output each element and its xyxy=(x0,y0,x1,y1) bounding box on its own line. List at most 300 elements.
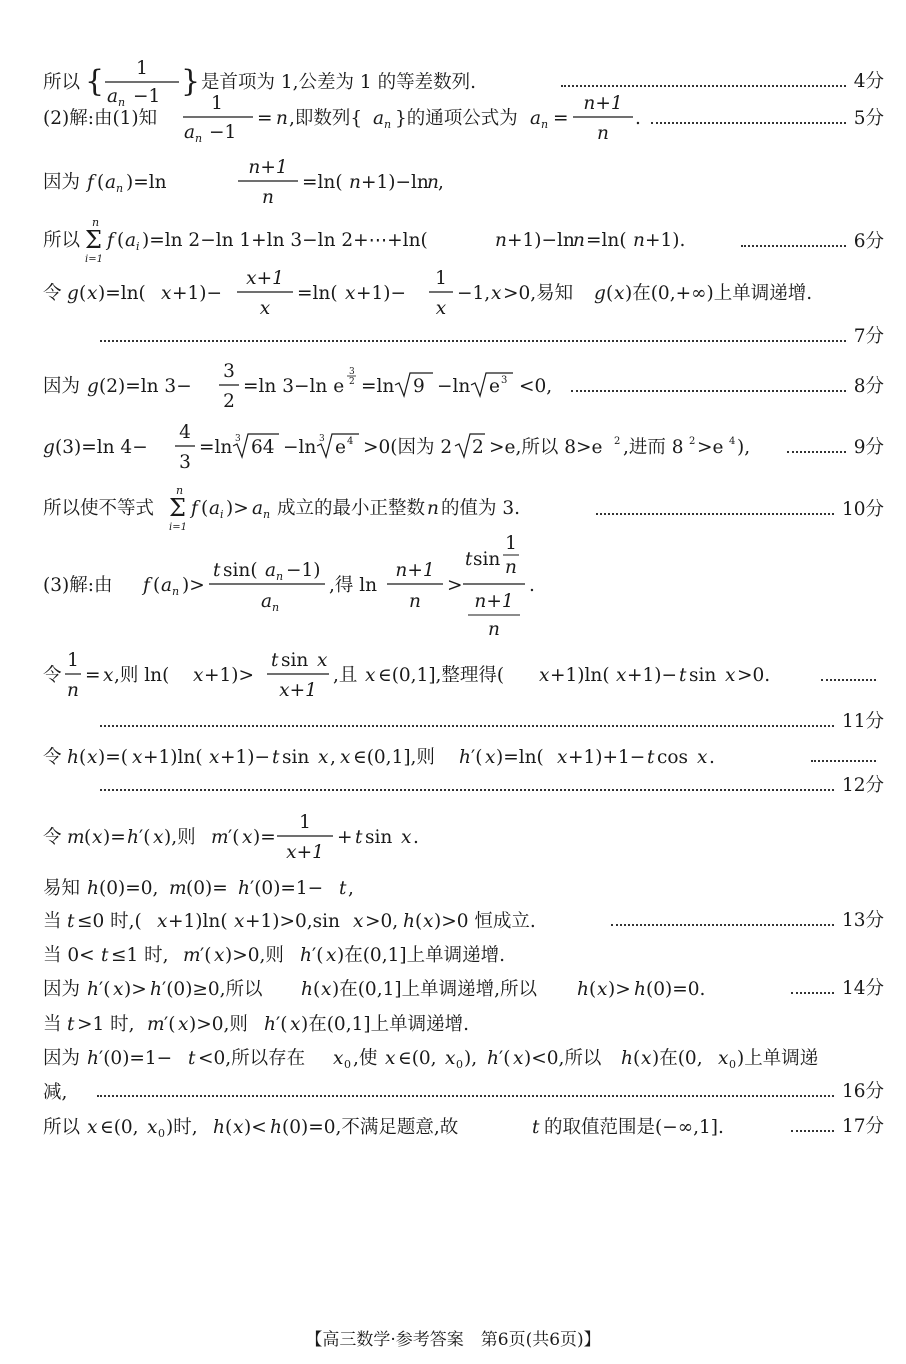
answer-line xyxy=(43,976,884,1002)
answer-line xyxy=(92,777,884,796)
svg-text:+1)>0,sin: +1)>0,sin xyxy=(245,911,340,932)
math-line xyxy=(43,744,803,770)
svg-text:因为: 因为 xyxy=(43,1048,81,1069)
svg-text:>0.: >0. xyxy=(737,665,771,686)
svg-text:′(: ′( xyxy=(139,827,151,848)
svg-text:=ln(: =ln( xyxy=(586,230,627,251)
svg-text:′(0)=1−: ′(0)=1− xyxy=(250,878,324,899)
svg-text:n: n xyxy=(384,118,392,131)
math-line xyxy=(43,359,563,415)
svg-text:+1)−ln: +1)−ln xyxy=(361,172,429,193)
svg-text:x: x xyxy=(718,1048,729,1069)
svg-text:x: x xyxy=(423,911,434,932)
svg-text:>: > xyxy=(447,575,463,596)
svg-text:,得 ln: ,得 ln xyxy=(329,575,378,596)
svg-text:g: g xyxy=(43,437,55,458)
svg-text:2: 2 xyxy=(689,436,696,447)
score-label: 13分 xyxy=(841,909,884,931)
svg-text:′(: ′( xyxy=(471,747,483,768)
svg-text:0: 0 xyxy=(456,1058,463,1071)
svg-text:)>: )> xyxy=(608,979,631,1000)
formula-content xyxy=(43,908,603,934)
svg-text:h: h xyxy=(87,1048,99,1069)
svg-text:′(: ′( xyxy=(164,1014,176,1035)
formula-content xyxy=(43,91,643,147)
svg-text:)=ln: )=ln xyxy=(126,172,167,193)
svg-text:是首项为 1,公差为 1 的等差数列.: 是首项为 1,公差为 1 的等差数列. xyxy=(201,72,476,93)
svg-text:a: a xyxy=(161,575,173,596)
svg-text:)时,: )时, xyxy=(166,1117,198,1138)
svg-text:=ln: =ln xyxy=(199,437,233,458)
svg-text:x: x xyxy=(234,911,245,932)
svg-text:易知: 易知 xyxy=(43,878,81,899)
svg-text:所以: 所以 xyxy=(43,72,81,93)
svg-text:>e,所以 8>e: >e,所以 8>e xyxy=(489,437,603,458)
formula-content xyxy=(43,1114,783,1140)
svg-text:0: 0 xyxy=(729,1058,736,1071)
leader-dots xyxy=(651,122,846,124)
svg-text:n: n xyxy=(67,680,79,701)
formula-content xyxy=(43,810,513,866)
math-line xyxy=(43,91,643,147)
formula-content xyxy=(43,976,783,1002)
answer-line xyxy=(43,1011,884,1037)
svg-text:h: h xyxy=(403,911,415,932)
svg-text:.: . xyxy=(413,827,419,848)
svg-text:x: x xyxy=(317,650,328,671)
svg-text:sin(: sin( xyxy=(223,560,258,581)
svg-text:+1)ln(: +1)ln( xyxy=(168,911,228,932)
svg-text:=ln(: =ln( xyxy=(297,283,338,304)
svg-text:x: x xyxy=(209,747,220,768)
formula-content xyxy=(43,942,603,968)
score-label: 10分 xyxy=(841,498,884,520)
svg-text:e: e xyxy=(335,437,346,458)
svg-text:<0,: <0, xyxy=(519,376,553,397)
svg-text:n: n xyxy=(276,570,284,583)
svg-text:)在(0,: )在(0, xyxy=(652,1048,703,1069)
svg-text:−1,: −1, xyxy=(457,283,491,304)
svg-text:),则: ),则 xyxy=(164,827,196,848)
svg-text:x: x xyxy=(193,665,204,686)
svg-text:x: x xyxy=(242,827,253,848)
svg-text:x: x xyxy=(147,1117,158,1138)
svg-text:),: ), xyxy=(464,1048,478,1069)
svg-text:,: , xyxy=(438,172,444,193)
math-line xyxy=(43,976,783,1002)
svg-text:(: ( xyxy=(589,979,597,1000)
svg-text:x: x xyxy=(326,945,337,966)
svg-text:t: t xyxy=(67,1014,75,1035)
svg-text:i=1: i=1 xyxy=(169,522,187,533)
svg-text:所以: 所以 xyxy=(43,230,81,251)
svg-text:x: x xyxy=(161,283,172,304)
svg-text:x: x xyxy=(539,665,550,686)
svg-text:a: a xyxy=(125,230,137,251)
math-line xyxy=(43,1011,573,1037)
svg-text:m: m xyxy=(169,878,187,899)
svg-text:因为: 因为 xyxy=(43,376,81,397)
svg-text:(: ( xyxy=(117,230,125,251)
formula-content xyxy=(43,218,733,266)
svg-text:,使: ,使 xyxy=(353,1048,378,1069)
math-line xyxy=(43,535,543,639)
svg-text:,进而 8: ,进而 8 xyxy=(623,437,684,458)
formula-content xyxy=(43,535,543,639)
svg-text:h: h xyxy=(621,1048,633,1069)
score-label: 14分 xyxy=(841,977,884,999)
svg-text:)>: )> xyxy=(226,498,249,519)
svg-text:a: a xyxy=(209,498,221,519)
svg-text:3: 3 xyxy=(349,367,355,377)
svg-text:+1)ln(: +1)ln( xyxy=(143,747,203,768)
svg-text:x: x xyxy=(345,283,356,304)
svg-text:h: h xyxy=(577,979,589,1000)
svg-text:=ln(: =ln( xyxy=(302,172,343,193)
svg-text:f: f xyxy=(107,230,114,251)
svg-text:x: x xyxy=(616,665,627,686)
svg-text:−1: −1 xyxy=(133,86,161,107)
svg-text:4: 4 xyxy=(179,422,191,443)
svg-text:2: 2 xyxy=(472,437,484,458)
score-label: 7分 xyxy=(853,326,884,347)
svg-text:(: ( xyxy=(201,498,209,519)
svg-text:a: a xyxy=(252,498,264,519)
svg-text:x: x xyxy=(321,979,332,1000)
svg-text:}: } xyxy=(181,64,201,99)
svg-text:,则 ln(: ,则 ln( xyxy=(114,665,170,686)
svg-text:sin: sin xyxy=(282,747,310,768)
math-line xyxy=(43,1114,783,1140)
svg-text:e: e xyxy=(489,376,500,397)
svg-text:h: h xyxy=(264,1014,276,1035)
svg-text:i: i xyxy=(220,508,224,521)
svg-text:x: x xyxy=(513,1048,524,1069)
svg-text:(: ( xyxy=(153,575,161,596)
svg-text:(0)=0,不满足题意,故: (0)=0,不满足题意,故 xyxy=(282,1117,459,1138)
svg-text:因为: 因为 xyxy=(43,172,81,193)
svg-text:x: x xyxy=(557,747,568,768)
svg-text:x: x xyxy=(491,283,502,304)
leader-dots xyxy=(787,451,846,453)
formula-content xyxy=(43,155,443,211)
svg-text:+1).: +1). xyxy=(645,230,686,251)
svg-text:=: = xyxy=(553,108,569,129)
answer-line xyxy=(43,810,884,866)
svg-text:−ln: −ln xyxy=(437,376,471,397)
svg-text:x: x xyxy=(435,298,447,319)
svg-text:,即数列{: ,即数列{ xyxy=(289,108,363,129)
svg-text:9: 9 xyxy=(413,376,425,397)
svg-text:x: x xyxy=(178,1014,189,1035)
svg-text:m: m xyxy=(211,827,229,848)
svg-text:)=(: )=( xyxy=(98,747,128,768)
svg-text:n: n xyxy=(633,230,645,251)
leader-dots xyxy=(100,340,846,342)
svg-text:x+1: x+1 xyxy=(246,268,284,289)
svg-text:x: x xyxy=(103,665,114,686)
svg-text:(3)解:由: (3)解:由 xyxy=(43,575,113,596)
svg-text:=ln: =ln xyxy=(361,376,395,397)
svg-text:2: 2 xyxy=(223,391,235,412)
score-label: 16分 xyxy=(841,1080,884,1102)
svg-text:+: + xyxy=(337,827,353,848)
formula-content xyxy=(43,420,779,476)
svg-text:)=: )= xyxy=(253,827,276,848)
score-label: 8分 xyxy=(853,375,884,397)
svg-text:n: n xyxy=(541,118,549,131)
svg-text:t: t xyxy=(67,911,75,932)
math-line xyxy=(43,155,443,211)
svg-text:n: n xyxy=(349,172,361,193)
svg-text:=ln 3−ln e: =ln 3−ln e xyxy=(243,376,345,397)
svg-text:m: m xyxy=(67,827,85,848)
svg-text:当 0<: 当 0< xyxy=(43,945,95,966)
svg-text:h: h xyxy=(300,945,312,966)
svg-text:)<: )< xyxy=(244,1117,267,1138)
svg-text:3: 3 xyxy=(319,434,325,444)
svg-text:1: 1 xyxy=(299,812,311,833)
svg-text:>0(因为 2: >0(因为 2 xyxy=(363,437,453,458)
svg-text:n: n xyxy=(427,498,439,519)
formula-content xyxy=(43,875,403,901)
svg-text:)>0,则: )>0,则 xyxy=(189,1014,248,1035)
svg-text:n: n xyxy=(262,187,274,208)
svg-text:1: 1 xyxy=(136,58,148,79)
svg-text:t: t xyxy=(355,827,363,848)
svg-text:n: n xyxy=(272,601,280,614)
svg-text:x+1: x+1 xyxy=(279,680,317,701)
svg-text:0: 0 xyxy=(344,1058,351,1071)
svg-text:n: n xyxy=(276,108,288,129)
svg-text:4: 4 xyxy=(729,436,736,447)
svg-text:当: 当 xyxy=(43,1014,62,1035)
svg-text:x: x xyxy=(641,1048,652,1069)
math-line xyxy=(43,810,513,866)
formula-content xyxy=(43,744,803,770)
svg-text:′(: ′( xyxy=(276,1014,288,1035)
svg-text:所以使不等式: 所以使不等式 xyxy=(43,498,155,519)
svg-text:+1)−: +1)− xyxy=(220,747,270,768)
leader-dots xyxy=(596,513,834,515)
svg-text:g: g xyxy=(67,283,79,304)
svg-text:h: h xyxy=(67,747,79,768)
svg-text:)<0,所以: )<0,所以 xyxy=(524,1048,602,1069)
svg-text:x: x xyxy=(697,747,708,768)
svg-text:令: 令 xyxy=(43,827,62,848)
formula-content xyxy=(43,359,563,415)
svg-text:n: n xyxy=(116,182,124,195)
svg-text:h: h xyxy=(301,979,313,1000)
svg-text:减,: 减, xyxy=(43,1082,68,1103)
answer-line xyxy=(43,155,884,211)
svg-text:∈(0,: ∈(0, xyxy=(398,1048,437,1069)
page-footer: 【高三数学·参考答案 第6页(共6页)】 xyxy=(305,1330,601,1350)
svg-text:2: 2 xyxy=(349,377,355,387)
math-line xyxy=(43,486,588,534)
svg-text:x: x xyxy=(333,1048,344,1069)
svg-text:n+1: n+1 xyxy=(248,157,288,178)
answer-line xyxy=(43,218,884,266)
svg-text:sin: sin xyxy=(365,827,393,848)
math-line xyxy=(43,942,603,968)
svg-text:.: . xyxy=(529,575,535,596)
svg-text:0: 0 xyxy=(158,1127,165,1140)
svg-text:x: x xyxy=(725,665,736,686)
svg-text:′(: ′( xyxy=(99,979,111,1000)
svg-text:)>0,则: )>0,则 xyxy=(225,945,284,966)
answer-line xyxy=(92,713,884,732)
svg-text:<0,所以存在: <0,所以存在 xyxy=(198,1048,306,1069)
svg-text:f: f xyxy=(143,575,150,596)
svg-text:n: n xyxy=(172,585,180,598)
svg-text:−1: −1 xyxy=(209,122,237,143)
svg-text:n+1: n+1 xyxy=(474,591,514,612)
svg-text:n: n xyxy=(597,123,609,144)
svg-text:)=ln 2−ln 1+ln 3−ln 2+⋯+ln(: )=ln 2−ln 1+ln 3−ln 2+⋯+ln( xyxy=(142,230,428,251)
svg-text:的值为 3.: 的值为 3. xyxy=(441,498,521,519)
svg-text:x: x xyxy=(153,827,164,848)
svg-text:′(: ′( xyxy=(200,945,212,966)
math-line xyxy=(43,875,403,901)
formula-content xyxy=(43,1011,573,1037)
svg-text:h: h xyxy=(87,878,99,899)
answer-line xyxy=(43,942,884,968)
svg-text:a: a xyxy=(530,108,542,129)
svg-text:n: n xyxy=(409,591,421,612)
svg-text:{: { xyxy=(85,64,105,99)
svg-text:x: x xyxy=(445,1048,456,1069)
svg-text:当: 当 xyxy=(43,911,62,932)
svg-text:(0)=0,: (0)=0, xyxy=(99,878,159,899)
answer-line xyxy=(43,486,884,534)
svg-text:cos: cos xyxy=(657,747,688,768)
svg-text:t: t xyxy=(272,747,280,768)
svg-text:x: x xyxy=(157,911,168,932)
math-line xyxy=(43,266,884,322)
leader-dots xyxy=(100,789,834,791)
svg-text:x: x xyxy=(340,747,351,768)
svg-text:)=: )= xyxy=(103,827,126,848)
svg-text:1: 1 xyxy=(211,93,223,114)
svg-text:>0,易知: >0,易知 xyxy=(503,283,574,304)
svg-text:a: a xyxy=(373,108,385,129)
leader-dots xyxy=(811,760,876,762)
svg-text:(: ( xyxy=(79,747,87,768)
leader-dots xyxy=(821,679,876,681)
svg-text:m: m xyxy=(183,945,201,966)
svg-text:n: n xyxy=(573,230,585,251)
svg-text:g: g xyxy=(594,283,606,304)
svg-text:=: = xyxy=(257,108,273,129)
svg-text:t: t xyxy=(271,650,279,671)
svg-text:t: t xyxy=(101,945,109,966)
answer-line xyxy=(43,648,884,704)
svg-text:,: , xyxy=(348,878,354,899)
svg-text:n: n xyxy=(263,508,271,521)
leader-dots xyxy=(791,1130,834,1132)
math-line xyxy=(43,1079,89,1105)
svg-text:t: t xyxy=(339,878,347,899)
svg-text:+1)ln(: +1)ln( xyxy=(550,665,610,686)
svg-text:x: x xyxy=(597,979,608,1000)
svg-text:)在(0,+∞)上单调递增.: )在(0,+∞)上单调递增. xyxy=(625,283,813,304)
leader-dots xyxy=(100,725,834,727)
svg-text:n: n xyxy=(495,230,507,251)
svg-text:∈(0,1],整理得(: ∈(0,1],整理得( xyxy=(378,665,505,686)
svg-text:>1 时,: >1 时, xyxy=(77,1014,135,1035)
svg-text:(: ( xyxy=(633,1048,641,1069)
svg-text:n: n xyxy=(195,132,203,145)
svg-text:t: t xyxy=(188,1048,196,1069)
svg-text:(0)=: (0)= xyxy=(186,878,228,899)
leader-dots xyxy=(97,1095,834,1097)
svg-text:)=ln(: )=ln( xyxy=(98,283,146,304)
svg-text:Σ: Σ xyxy=(169,494,186,522)
svg-text:∈(0,: ∈(0, xyxy=(100,1117,139,1138)
svg-text:x: x xyxy=(132,747,143,768)
svg-text:x: x xyxy=(113,979,124,1000)
svg-text:i: i xyxy=(136,240,140,253)
svg-text:)>0 恒成立.: )>0 恒成立. xyxy=(434,911,536,932)
leader-dots xyxy=(791,992,834,994)
svg-text:因为: 因为 xyxy=(43,979,81,1000)
svg-text:1: 1 xyxy=(505,533,517,554)
svg-text:令: 令 xyxy=(43,747,62,768)
answer-line xyxy=(43,91,884,147)
answer-line xyxy=(43,908,884,934)
svg-text:′(: ′( xyxy=(228,827,240,848)
svg-text:sin: sin xyxy=(473,549,501,570)
svg-text:g: g xyxy=(87,376,99,397)
answer-line xyxy=(92,328,884,347)
svg-text:h: h xyxy=(213,1117,225,1138)
svg-text:≤1 时,: ≤1 时, xyxy=(111,945,169,966)
svg-text:h: h xyxy=(127,827,139,848)
svg-text:,: , xyxy=(330,747,336,768)
svg-text:t: t xyxy=(465,549,473,570)
svg-text:n+1: n+1 xyxy=(583,93,623,114)
svg-text:+1)+1−: +1)+1− xyxy=(568,747,646,768)
svg-text:x: x xyxy=(259,298,271,319)
svg-text:h: h xyxy=(238,878,250,899)
svg-text:a: a xyxy=(261,591,273,612)
svg-text:x: x xyxy=(385,1048,396,1069)
formula-content xyxy=(43,648,813,704)
svg-text:h: h xyxy=(634,979,646,1000)
svg-text:所以: 所以 xyxy=(43,1117,81,1138)
svg-text:(: ( xyxy=(415,911,423,932)
svg-text:−1): −1) xyxy=(286,560,321,581)
svg-text:a: a xyxy=(107,86,119,107)
svg-text:+1)−ln: +1)−ln xyxy=(507,230,575,251)
svg-text:−ln: −ln xyxy=(283,437,317,458)
score-label: 6分 xyxy=(853,230,884,252)
math-line xyxy=(43,1045,884,1071)
svg-text:i=1: i=1 xyxy=(85,254,103,265)
formula-content xyxy=(43,1079,89,1105)
svg-text:x: x xyxy=(233,1117,244,1138)
svg-text:)在(0,1]上单调递增.: )在(0,1]上单调递增. xyxy=(337,945,505,966)
score-label: 9分 xyxy=(853,436,884,458)
math-line xyxy=(43,648,813,704)
score-label: 5分 xyxy=(853,107,884,129)
svg-text:x: x xyxy=(353,911,364,932)
svg-text:n: n xyxy=(505,557,517,578)
svg-text:′(0)=1−: ′(0)=1− xyxy=(99,1048,173,1069)
svg-text:a: a xyxy=(265,560,277,581)
svg-text:1: 1 xyxy=(435,268,447,289)
